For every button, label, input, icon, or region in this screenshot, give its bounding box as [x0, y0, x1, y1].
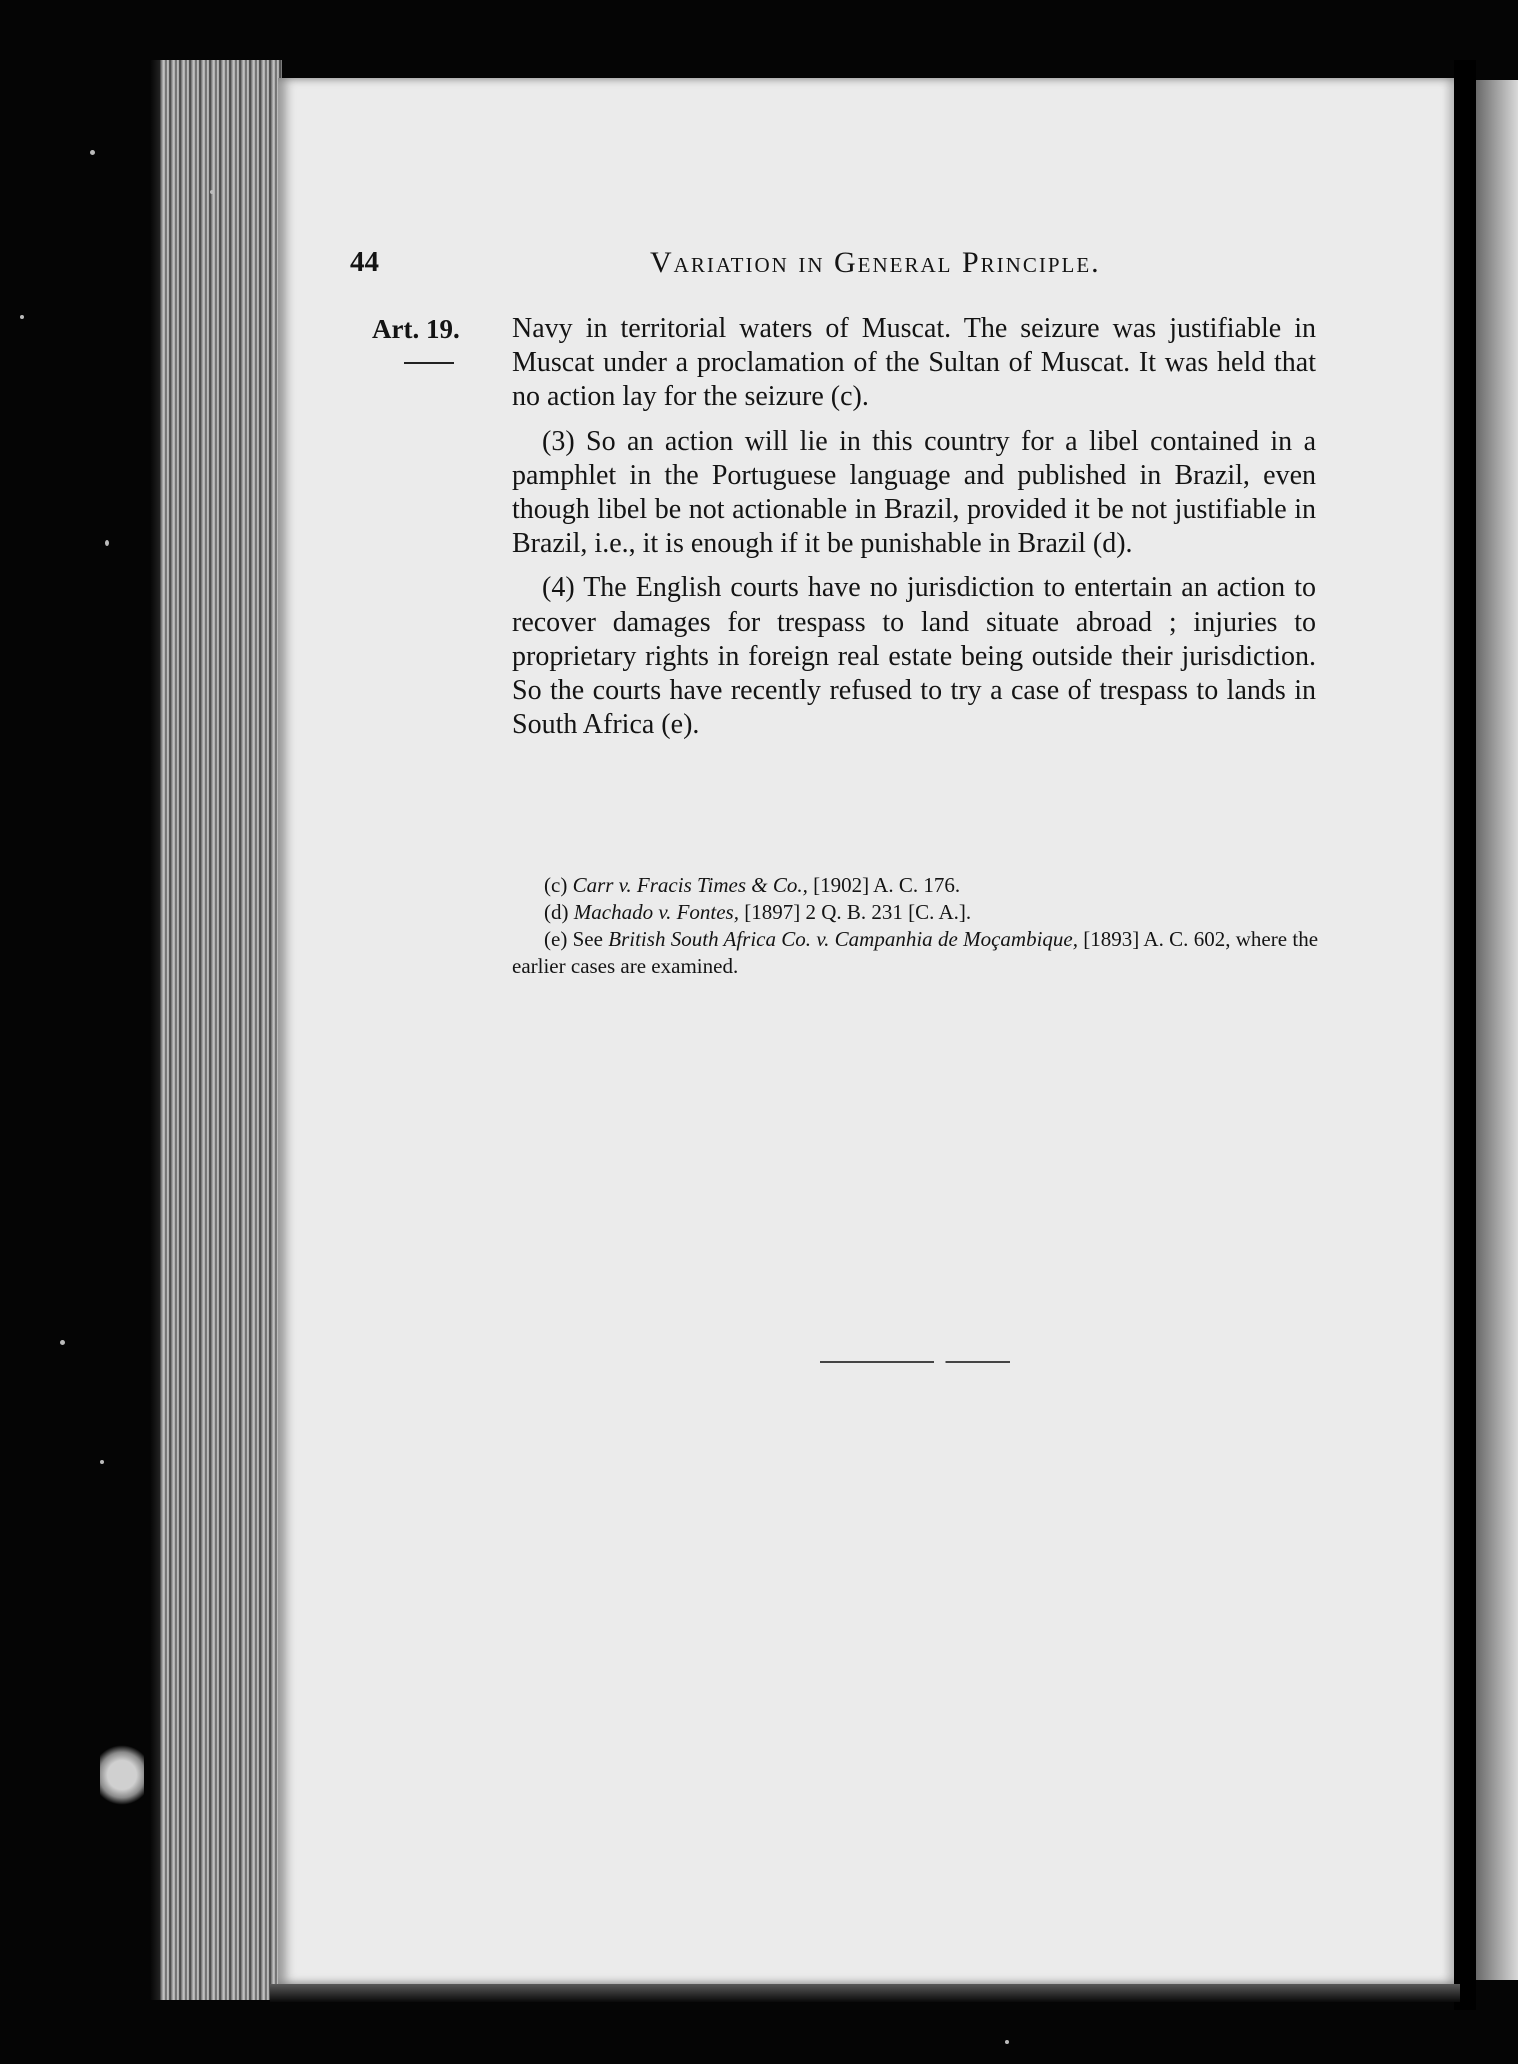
section-end-rule	[820, 1361, 1010, 1363]
footnote-mark: (d)	[544, 900, 569, 924]
footnote-citation: [1893] A. C. 602, where the earlier cases are examined.	[512, 927, 1319, 978]
book-gutter	[1454, 60, 1476, 2010]
article-rule	[404, 362, 454, 364]
scan-speck	[1005, 2040, 1009, 2044]
paragraph-continuation: Navy in territorial waters of Muscat. The seizure was justifiable in Muscat under a proclamation of the Sultan of Muscat. It was held that no action lay for the seizure (c).	[512, 313, 1316, 413]
article-label: Art. 19.	[372, 314, 460, 344]
next-page-edge	[1476, 80, 1518, 1980]
scan-speck	[90, 150, 95, 155]
scan-blot	[100, 1740, 144, 1810]
book-page-stack	[160, 60, 282, 2000]
paragraph-4: (4) The English courts have no jurisdiction to entertain an action to recover damages for trespass to land situate abroad ; injuries to proprietary rights in foreign real estate being outside their jurisdiction. So the courts have recently refused to try a case of trespass to lands in South Africa (e).	[512, 572, 1316, 741]
paragraph-3: (3) So an action will lie in this country for a libel contained in a pamphlet in the Portuguese language and published in Brazil, even though libel be not actionable in Brazil, provided it be not justifiable in Brazil, i.e., it is enough if it be punishable in Brazil (d).	[512, 425, 1316, 560]
footnote-mark: (c)	[544, 873, 568, 897]
scan-speck	[60, 1340, 65, 1345]
footnote-case: British South Africa Co. v. Campanhia de Moçambique,	[608, 927, 1078, 951]
running-head-title: Variation in General Principle.	[650, 246, 1101, 279]
scan-speck	[210, 190, 214, 194]
body-text	[512, 312, 1316, 752]
footnote-e	[512, 926, 1318, 980]
footnote-mark: (e)	[544, 927, 568, 951]
footnote-case: Carr v. Fracis Times & Co.,	[572, 873, 808, 897]
book-bottom-edge	[270, 1984, 1460, 2002]
scan-speck	[105, 540, 109, 546]
footnote-prefix: See	[572, 927, 603, 951]
footnote-c	[512, 872, 1318, 899]
footnotes	[512, 872, 1318, 980]
footnote-citation: [1902] A. C. 176.	[813, 873, 961, 897]
running-head	[350, 246, 1318, 286]
footnote-citation: [1897] 2 Q. B. 231 [C. A.].	[744, 900, 972, 924]
scan-speck	[100, 1460, 104, 1464]
footnote-case: Machado v. Fontes,	[573, 900, 739, 924]
footnote-d	[512, 899, 1318, 926]
page-number: 44	[350, 246, 379, 278]
scan-speck	[20, 315, 24, 319]
